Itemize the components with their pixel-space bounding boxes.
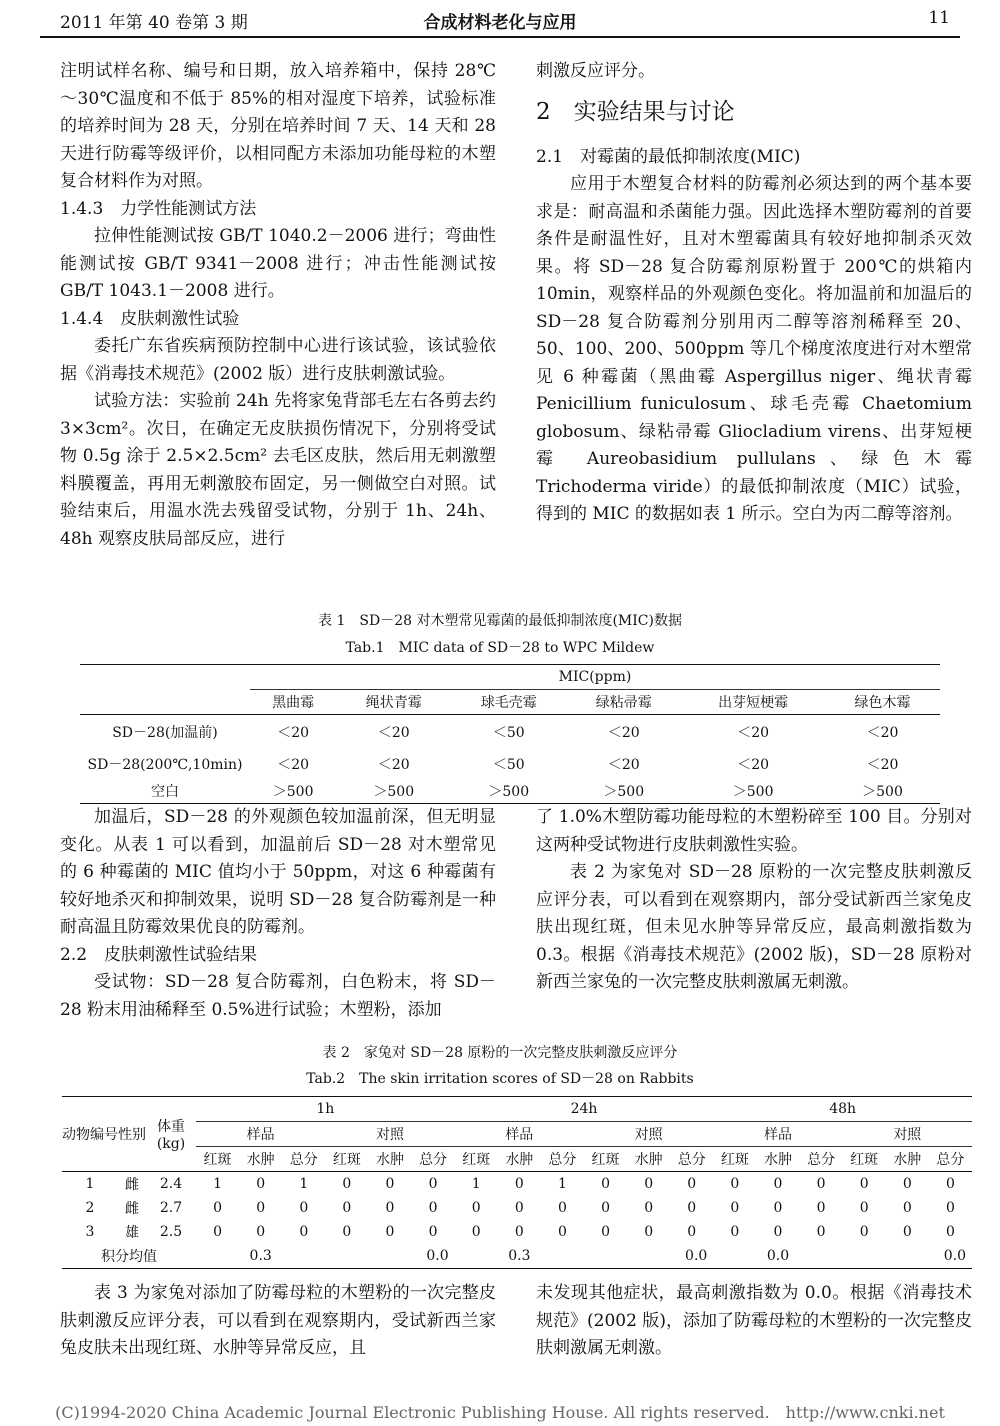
average-value: 0.0 bbox=[843, 1244, 972, 1269]
average-row bbox=[62, 1244, 972, 1269]
table-cell: 雌 bbox=[125, 1177, 139, 1193]
table-cell: 0 bbox=[428, 1224, 438, 1240]
table-cell: ＞500 bbox=[681, 779, 825, 804]
table-cell: 0 bbox=[256, 1224, 266, 1240]
paragraph: 刺激反应评分。 bbox=[536, 61, 655, 81]
table1-col-header: 黑曲霉 bbox=[250, 690, 336, 715]
table-cell: 雌 bbox=[125, 1201, 139, 1217]
table2-caption-en: Tab.2 The skin irritation scores of SD－28 on Rabbits bbox=[306, 1071, 694, 1087]
paragraph: 了 1.0%木塑防霉功能母粒的木塑粉碎至 100 目。分别对这两种受试物进行皮肤刺激性实验。 bbox=[536, 807, 972, 855]
table-cell: 0 bbox=[557, 1224, 567, 1240]
page-number: 11 bbox=[928, 8, 950, 28]
table-cell: 0 bbox=[471, 1200, 481, 1216]
sex-header: 性别 bbox=[118, 1097, 146, 1172]
average-value: 0.3 bbox=[196, 1244, 325, 1269]
average-value: 0.0 bbox=[325, 1244, 454, 1269]
item-header: 水肿 bbox=[498, 1147, 541, 1172]
right-column-middle bbox=[536, 804, 972, 997]
item-header: 红斑 bbox=[713, 1147, 756, 1172]
table1-caption-en: Tab.1 MIC data of SD－28 to WPC Mildew bbox=[345, 640, 655, 656]
table-cell: 0 bbox=[256, 1176, 266, 1192]
average-value: 0.3 bbox=[455, 1244, 584, 1269]
table-cell: 0 bbox=[644, 1176, 654, 1192]
paragraph: 受试物：SD－28 复合防霉剂，白色粉末，将 SD－28 粉末用油稀释至 0.5%进行试验；木塑粉，添加 bbox=[60, 972, 496, 1020]
paragraph: 表 2 为家兔对 SD－28 原粉的一次完整皮肤刺激反应评分表，可以看到在观察期内，部分受试新西兰家兔皮肤出现红斑，但未见水肿等异常反应，最高刺激指数为 0.3。根据《消毒技术规范》(2002 版)，SD－28 原粉对新西兰家兔的一次完整皮肤刺激属无刺激。 bbox=[536, 862, 972, 992]
paragraph: 未发现其他症状，最高刺激指数为 0.0。根据《消毒技术规范》(2002 版)，添加了防霉母粒的木塑粉的一次完整皮肤刺激属无刺激。 bbox=[536, 1283, 972, 1358]
item-header: 总分 bbox=[800, 1147, 843, 1172]
table-cell: 0 bbox=[213, 1224, 223, 1240]
table-cell: 0 bbox=[428, 1176, 438, 1192]
table-cell: 1 bbox=[557, 1176, 567, 1192]
table-cell: 1 bbox=[85, 1176, 95, 1192]
table-cell: 0 bbox=[730, 1176, 740, 1192]
page-header bbox=[40, 4, 960, 38]
table-cell: ＜50 bbox=[492, 725, 525, 741]
paragraph: 表 3 为家兔对添加了防霉母粒的木塑粉的一次完整皮肤刺激反应评分表，可以看到在观察期内，受试新西兰家兔皮肤未出现红斑、水肿等异常反应，且 bbox=[60, 1283, 496, 1358]
item-header: 水肿 bbox=[627, 1147, 670, 1172]
paragraph: 加温后，SD－28 的外观颜色较加温前深，但无明显变化。从表 1 可以看到，加温前后 SD－28 对木塑常见的 6 种霉菌的 MIC 值均小于 50ppm，对这 6 种霉菌有较好地杀灭和抑制效果，说明 SD－28 复合防霉剂是一种耐高温且防霉效果优良的防霉剂。 bbox=[60, 807, 496, 937]
table-cell: ＜20 bbox=[377, 757, 410, 773]
table-cell: 1 bbox=[299, 1176, 309, 1192]
table-cell: 0 bbox=[859, 1200, 869, 1216]
item-header: 总分 bbox=[929, 1147, 972, 1172]
table1-col-header: 绿粘帚霉 bbox=[566, 690, 681, 715]
subsection-heading: 1.4.4 皮肤刺激性试验 bbox=[60, 308, 240, 329]
table-cell: 0 bbox=[773, 1176, 783, 1192]
paragraph: 应用于木塑复合材料的防霉剂必须达到的两个基本要求是：耐高温和杀菌能力强。因此选择木塑防霉剂的首要条件是耐温性好，且对木塑霉菌具有较好地抑制杀灭效果。将 SD－28 复合防霉剂原粉置于 200℃的烘箱内 10min，观察样品的外观颜色变化。将加温前和加温后的 SD－28 复合防霉剂分别用丙二醇等溶剂稀释至 20、50、100、200、500ppm 等几个梯度浓度进行对木塑常见 6 种霉菌（黑曲霉 Aspergillus niger、绳状青霉 Penicillium funiculosum、球毛壳霉 Chaetomium globosum、绿粘帚霉 Gliocladium virens、出芽短梗霉 Aureobasidium pullulans、绿色木霉 Trichoderma viride）的最低抑制浓度（MIC）试验，得到的 MIC 的数据如表 1 所示。空白为丙二醇等溶剂。 bbox=[536, 174, 972, 524]
item-header: 总分 bbox=[282, 1147, 325, 1172]
group-header: 对照 bbox=[584, 1122, 713, 1147]
row-label: SD－28(加温前) bbox=[112, 725, 218, 741]
table-cell: 2.5 bbox=[159, 1224, 183, 1240]
table-cell: 0 bbox=[514, 1176, 524, 1192]
right-column-bottom bbox=[536, 1280, 972, 1363]
table-cell: 0 bbox=[816, 1200, 826, 1216]
table-cell: 0 bbox=[644, 1200, 654, 1216]
item-header: 水肿 bbox=[368, 1147, 411, 1172]
left-column-top bbox=[60, 58, 496, 553]
section-heading: 2 实验结果与讨论 bbox=[536, 98, 735, 125]
table-cell: 0 bbox=[902, 1200, 912, 1216]
table-cell: ＞500 bbox=[250, 779, 336, 804]
table-cell: 0 bbox=[601, 1224, 610, 1240]
table-cell: 0 bbox=[385, 1200, 395, 1216]
table-cell: ＜20 bbox=[866, 725, 899, 741]
table1-col-header: 出芽短梗霉 bbox=[681, 690, 825, 715]
table-cell: 0 bbox=[730, 1200, 740, 1216]
table-cell: 0 bbox=[471, 1224, 481, 1240]
table-cell: 0 bbox=[687, 1176, 697, 1192]
table-cell: ＜20 bbox=[377, 725, 410, 741]
item-header: 总分 bbox=[412, 1147, 455, 1172]
paragraph: 试验方法：实验前 24h 先将家兔背部毛左右各剪去约 3×3cm²。次日，在确定无皮肤损伤情况下，分别将受试物 0.5g 涂于 2.5×2.5cm² 去毛区皮肤，然后用无刺激塑料膜覆盖，再用无刺激胶布固定，另一侧做空白对照。试验结束后，用温水洗去残留受试物，分别于 1h、24h、48h 观察皮肤局部反应，进行 bbox=[60, 391, 496, 549]
weight-header: 体重(kg) bbox=[146, 1097, 196, 1172]
table-cell: 0 bbox=[773, 1224, 783, 1240]
item-header: 总分 bbox=[670, 1147, 713, 1172]
row-label: 空白 bbox=[80, 779, 250, 804]
table-cell: 0 bbox=[687, 1200, 697, 1216]
table-cell: 2.4 bbox=[159, 1176, 183, 1192]
right-column-top bbox=[536, 58, 972, 529]
table-row bbox=[80, 779, 940, 804]
table-row bbox=[80, 749, 940, 779]
table-cell: 0 bbox=[859, 1224, 869, 1240]
table-cell: ＜20 bbox=[607, 725, 640, 741]
table-cell: 0 bbox=[945, 1224, 955, 1240]
table-cell: 0 bbox=[816, 1224, 826, 1240]
table-row bbox=[62, 1172, 972, 1197]
average-label: 积分均值 bbox=[62, 1244, 196, 1269]
item-header: 水肿 bbox=[756, 1147, 799, 1172]
average-value: 0.0 bbox=[713, 1244, 842, 1269]
table-cell: 0 bbox=[644, 1224, 654, 1240]
table-cell: 0 bbox=[342, 1176, 352, 1192]
table-cell: 0 bbox=[945, 1200, 955, 1216]
paragraph: 拉伸性能测试按 GB/T 1040.2－2006 进行；弯曲性能测试按 GB/T 9341－2008 进行；冲击性能测试按 GB/T 1043.1－2008 进行。 bbox=[60, 226, 496, 301]
table-cell: ＜20 bbox=[607, 757, 640, 773]
table-cell: ＞500 bbox=[336, 779, 451, 804]
table-cell: 0 bbox=[342, 1200, 352, 1216]
subsection-heading: 2.2 皮肤刺激性试验结果 bbox=[60, 944, 258, 965]
table-row bbox=[62, 1220, 972, 1244]
table-cell: ＜20 bbox=[866, 757, 899, 773]
table-row bbox=[80, 715, 940, 750]
table-cell: 0 bbox=[945, 1176, 955, 1192]
table-row bbox=[62, 1196, 972, 1220]
subsection-heading: 1.4.3 力学性能测试方法 bbox=[60, 198, 257, 219]
issue-info: 2011 年第 40 卷第 3 期 bbox=[60, 13, 248, 33]
item-header: 红斑 bbox=[843, 1147, 886, 1172]
time-header: 1h bbox=[196, 1097, 455, 1122]
table-cell: 3 bbox=[85, 1224, 95, 1240]
item-header: 水肿 bbox=[886, 1147, 929, 1172]
table-cell: 0 bbox=[687, 1224, 697, 1240]
table-cell: 雄 bbox=[125, 1225, 139, 1241]
table1 bbox=[80, 664, 940, 804]
table1-group-header: MIC(ppm) bbox=[250, 665, 940, 690]
group-header: 样品 bbox=[196, 1122, 325, 1147]
table-cell: 0 bbox=[902, 1176, 912, 1192]
item-header: 红斑 bbox=[584, 1147, 627, 1172]
journal-name: 合成材料老化与应用 bbox=[423, 13, 577, 33]
item-header: 总分 bbox=[541, 1147, 584, 1172]
table-cell: 0 bbox=[385, 1176, 395, 1192]
table2-caption-cn: 表 2 家兔对 SD－28 原粉的一次完整皮肤刺激反应评分 bbox=[322, 1045, 678, 1061]
table-cell: ＜20 bbox=[737, 757, 770, 773]
time-header: 24h bbox=[455, 1097, 714, 1122]
table-cell: 0 bbox=[902, 1224, 912, 1240]
table-cell: 1 bbox=[213, 1176, 223, 1192]
time-header: 48h bbox=[713, 1097, 972, 1122]
animal-id-header: 动物编号 bbox=[62, 1097, 118, 1172]
table-cell: ＜50 bbox=[492, 757, 525, 773]
table-cell: 0 bbox=[213, 1200, 223, 1216]
table1-col-header: 绳状青霉 bbox=[336, 690, 451, 715]
average-value: 0.0 bbox=[584, 1244, 713, 1269]
item-header: 红斑 bbox=[325, 1147, 368, 1172]
copyright-footer: (C)1994-2020 China Academic Journal Electronic Publishing House. All rights reserved. http://www.cnki.net bbox=[55, 1403, 945, 1422]
table-cell: 0 bbox=[859, 1176, 869, 1192]
table-cell: 0 bbox=[256, 1200, 266, 1216]
table-cell: ＜20 bbox=[277, 725, 310, 741]
item-header: 水肿 bbox=[239, 1147, 282, 1172]
table-cell: ＜20 bbox=[737, 725, 770, 741]
table-cell: 0 bbox=[514, 1224, 524, 1240]
table1-caption-cn: 表 1 SD－28 对木塑常见霉菌的最低抑制浓度(MIC)数据 bbox=[318, 613, 682, 629]
group-header: 样品 bbox=[455, 1122, 584, 1147]
group-header: 对照 bbox=[843, 1122, 972, 1147]
table-cell: ＜20 bbox=[277, 757, 310, 773]
table-cell: 0 bbox=[773, 1200, 783, 1216]
table-cell: 1 bbox=[471, 1176, 481, 1192]
group-header: 对照 bbox=[325, 1122, 454, 1147]
item-header: 红斑 bbox=[455, 1147, 498, 1172]
table-cell: 0 bbox=[601, 1176, 610, 1192]
table-cell: 0 bbox=[385, 1224, 395, 1240]
table-cell: ＞500 bbox=[566, 779, 681, 804]
table-cell: 0 bbox=[557, 1200, 567, 1216]
table-cell: 0 bbox=[730, 1224, 740, 1240]
table-cell: ＞500 bbox=[825, 779, 940, 804]
table-cell: 0 bbox=[428, 1200, 438, 1216]
group-header: 样品 bbox=[713, 1122, 842, 1147]
table2 bbox=[62, 1096, 972, 1269]
paragraph: 注明试样名称、编号和日期，放入培养箱中，保持 28℃～30℃温度和不低于 85%的相对湿度下培养，试验标准的培养时间为 28 天，分别在培养时间 7 天、14 天和 28 天进行防霉等级评价，以相同配方未添加功能母粒的木塑复合材料作为对照。 bbox=[60, 61, 496, 191]
paragraph: 委托广东省疾病预防控制中心进行该试验，该试验依据《消毒技术规范》(2002 版）进行皮肤刺激试验。 bbox=[60, 336, 496, 384]
table-cell: 0 bbox=[816, 1176, 826, 1192]
left-column-middle bbox=[60, 804, 496, 1024]
item-header: 红斑 bbox=[196, 1147, 239, 1172]
table-cell: ＞500 bbox=[451, 779, 566, 804]
table-cell: 0 bbox=[601, 1200, 610, 1216]
table-cell: 0 bbox=[299, 1224, 309, 1240]
table1-col-header: 绿色木霉 bbox=[825, 690, 940, 715]
table-cell: 0 bbox=[299, 1200, 309, 1216]
table-cell: 0 bbox=[342, 1224, 352, 1240]
table-cell: 2 bbox=[85, 1200, 95, 1216]
table-cell: 0 bbox=[514, 1200, 524, 1216]
left-column-bottom bbox=[60, 1280, 496, 1363]
table1-col-header: 球毛壳霉 bbox=[451, 690, 566, 715]
table-cell: 2.7 bbox=[159, 1200, 183, 1216]
row-label: SD－28(200℃,10min) bbox=[87, 757, 243, 773]
subsection-heading: 2.1 对霉菌的最低抑制浓度(MIC) bbox=[536, 146, 801, 167]
